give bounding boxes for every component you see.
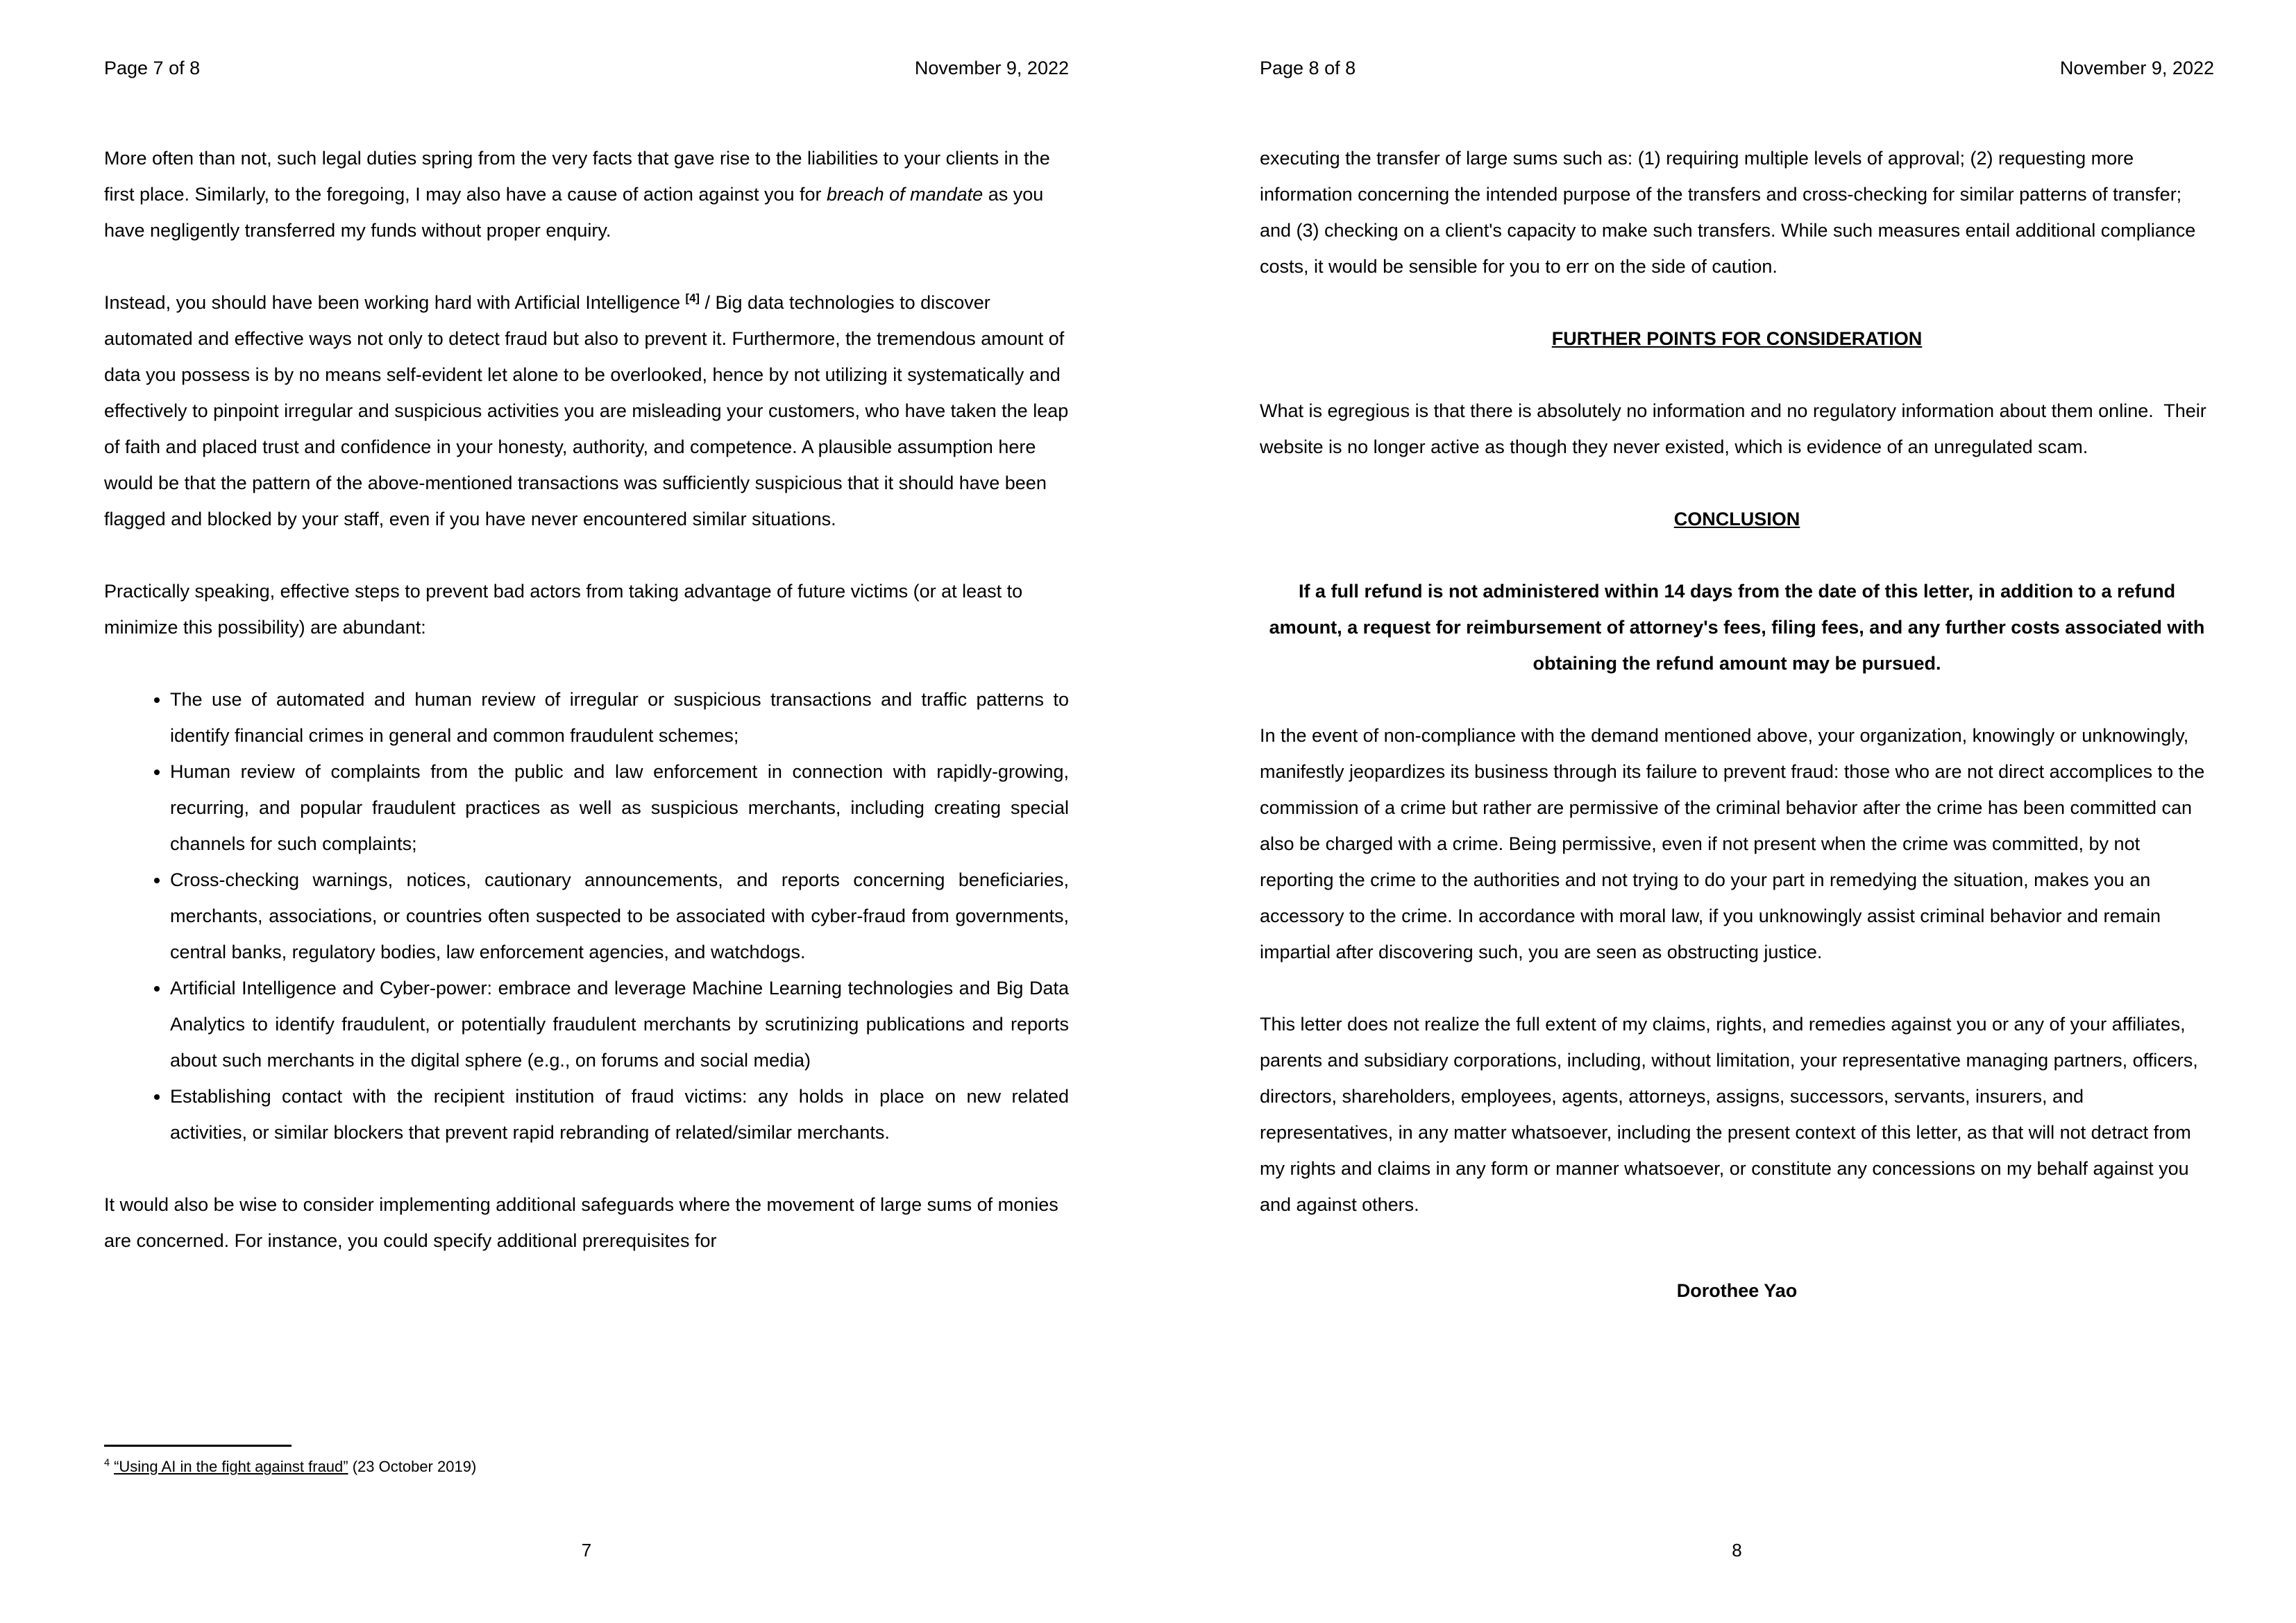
list-item: • Cross-checking warnings, notices, cautionary announcements, and reports concerning beneficiaries, merchants, associations, or countries often suspected to be associated with cyber-fraud from governments, central banks, regulatory bodies, law enforcement agencies, and watchdogs. (170, 862, 1069, 970)
prevention-steps-list (104, 681, 1069, 1150)
footnote-divider (104, 1445, 292, 1447)
paragraph-refund-demand: If a full refund is not administered within 14 days from the date of this letter, in addition to a refund amount, a request for reimbursement of attorney's fees, filing fees, and any further costs associated with obtaining the refund amount may be pursued. (1269, 581, 2210, 674)
heading-further-points: FURTHER POINTS FOR CONSIDERATION (1551, 328, 1923, 349)
paragraph-text: Instead, you should have been working hard with Artificial Intelligence (104, 292, 686, 313)
page-7-header (104, 0, 1069, 86)
list-item: • Artificial Intelligence and Cyber-power: embrace and leverage Machine Learning technologies and Big Data Analytics to identify fraudulent, or potentially fraudulent merchants by scrutinizing publications and reports about such merchants in the digital sphere (e.g., on forums and social media) (170, 970, 1069, 1078)
paragraph-text: / Big data technologies to discover automated and effective ways not only to detect fraud but also to prevent it. Furthermore, the tremendous amount of data you possess is by no means self-evident let alone to be overlooked, hence by not utilizing it systematically and effectively to pinpoint irregular and suspicious activities you are misleading your customers, who have taken the leap of faith and placed trust and confidence in your honesty, authority, and competence. A plausible assumption here would be that the pattern of the above-mentioned transactions was sufficiently suspicious that it should have been flagged and blocked by your staff, even if you have never encountered similar situations. (104, 292, 1074, 529)
footnote-block (104, 1445, 1069, 1477)
paragraph-transfer-safeguards: executing the transfer of large sums such as: (1) requiring multiple levels of approval; (2) requesting more information concerning the intended purpose of the transfers and cross-checking for similar patterns of transfer; and (3) checking on a client's capacity to make such transfers. While such measures entail additional compliance costs, it would be sensible for you to err on the side of caution. (1260, 148, 2201, 277)
paragraph-additional-safeguards: It would also be wise to consider implementing additional safeguards where the movement of large sums of monies are concerned. For instance, you could specify additional prerequisites for (104, 1194, 1064, 1251)
date-label: November 9, 2022 (2059, 58, 2214, 78)
page-7 (104, 0, 1074, 1623)
breach-of-mandate-italic: breach of mandate (827, 184, 984, 205)
paragraph-claims-reservation: This letter does not realize the full extent of my claims, rights, and remedies against you or any of your affiliates, parents and subsidiary corporations, including, without limitation, your representative managing partners, officers, directors, shareholders, employees, agents, attorneys, assigns, successors, servants, insurers, and representatives, in any matter whatsoever, including the present context of this letter, as that will not detract from my rights and claims in any form or manner whatsoever, or constitute any concessions on my behalf against you and against others. (1260, 1014, 2204, 1215)
page-8-body (1260, 140, 2214, 1309)
footnote-reference-4: [4] (685, 291, 700, 305)
date-label: November 9, 2022 (914, 58, 1069, 78)
page-label: Page 7 of 8 (104, 58, 201, 78)
page-number-7: 7 (581, 1540, 592, 1561)
page-number-8: 8 (1732, 1540, 1742, 1561)
page-7-body (104, 140, 1074, 1259)
list-item: • Human review of complaints from the public and law enforcement in connection with rapidly-growing, recurring, and popular fraudulent practices as well as suspicious merchants, including creating special channels for such complaints; (170, 754, 1069, 862)
footnote-date: (23 October 2019) (348, 1458, 477, 1475)
footnote (104, 1456, 1069, 1477)
paragraph-non-compliance: In the event of non-compliance with the demand mentioned above, your organization, knowingly or unknowingly, manifestly jeopardizes its business through its failure to prevent fraud: those who are not direct accomplices to the commission of a crime but rather are permissive of the criminal behavior after the crime has been committed can also be charged with a crime. Being permissive, even if not present when the crime was committed, by not reporting the crime to the authorities and not trying to do your part in remedying the situation, makes you an accessory to the crime. In accordance with moral law, if you unknowingly assist criminal behavior and remain impartial after discovering such, you are seen as obstructing justice. (1260, 725, 2210, 962)
paragraph-text: More often than not, such legal duties spring from the very facts that gave rise to the liabilities to your clients in the first place. Similarly, to the foregoing, I may also have a cause of action against you for (104, 148, 1056, 205)
paragraph-practical-steps: Practically speaking, effective steps to prevent bad actors from taking advantage of future victims (or at least to minimize this possibility) are abundant: (104, 581, 1028, 638)
list-item: • The use of automated and human review of irregular or suspicious transactions and traffic patterns to identify financial crimes in general and common fraudulent schemes; (170, 681, 1069, 754)
heading-conclusion: CONCLUSION (1673, 509, 1800, 529)
list-item: • Establishing contact with the recipient institution of fraud victims: any holds in place on new related activities, or similar blockers that prevent rapid rebranding of related/similar merchants. (170, 1078, 1069, 1150)
page-8-header (1260, 0, 2214, 86)
page-8 (1260, 0, 2214, 1623)
footnote-number: 4 (104, 1457, 110, 1469)
paragraph-ai-bigdata (104, 284, 1074, 537)
signature-name: Dorothee Yao (1676, 1280, 1798, 1301)
paragraph-legal-duties (104, 140, 1069, 248)
paragraph-text: as you have negligently transferred my funds without proper enquiry. (104, 184, 1049, 241)
footnote-citation-link[interactable]: “Using AI in the fight against fraud” (114, 1458, 348, 1475)
paragraph-egregious: What is egregious is that there is absolutely no information and no regulatory information about them online. Their website is no longer active as though they never existed, which is evidence of an unregulated scam. (1260, 400, 2212, 457)
page-label: Page 8 of 8 (1260, 58, 1356, 78)
